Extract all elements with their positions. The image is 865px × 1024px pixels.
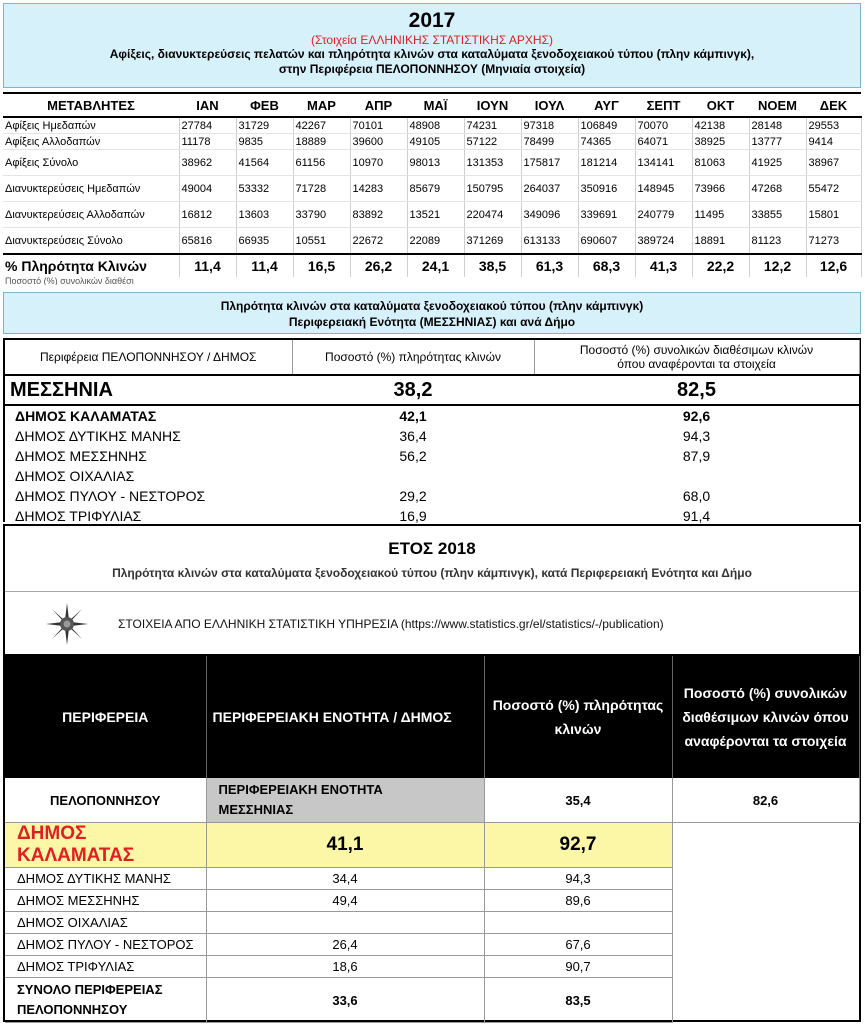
- unit-row: [5, 778, 859, 823]
- municipality-available: 87,9: [682, 448, 711, 464]
- cell-value: 64071: [635, 134, 692, 150]
- cell-value: 18891: [692, 228, 749, 255]
- occupancy-value: 68,3: [578, 254, 635, 277]
- municipality-label: ΔΗΜΟΣ ΚΑΛΑΜΑΤΑΣ: [15, 408, 157, 424]
- cell-value: 41925: [749, 150, 806, 176]
- municipality-available: 92,6: [682, 408, 711, 424]
- cell-value: 74365: [578, 134, 635, 150]
- unit-occupancy: 35,4: [484, 778, 672, 823]
- cell-value: 28148: [749, 117, 806, 134]
- cell-value: 29553: [806, 117, 861, 134]
- table-2018-head: [5, 656, 859, 778]
- monthly-header-row: [3, 93, 861, 117]
- month-header: ΑΥΓ: [578, 93, 635, 117]
- cell-value: 349096: [521, 202, 578, 228]
- municipality-available-2018: 67,6: [484, 934, 672, 956]
- cell-value: 55472: [806, 176, 861, 202]
- municipality-occupancy: 16,9: [399, 508, 427, 524]
- title-line-1: Αφίξεις, διανυκτερεύσεις πελατών και πληρότητα κλινών στα καταλύματα ξενοδοχειακού τύπου (πλην κάμπινγκ),: [109, 47, 755, 61]
- cell-value: 9414: [806, 134, 861, 150]
- occupancy-value: 11,4: [236, 254, 293, 277]
- table-row: [3, 150, 861, 176]
- occupancy-value: 11,4: [179, 254, 236, 277]
- total-available: 83,5: [484, 978, 672, 1023]
- table-2018: [5, 656, 860, 1023]
- occupancy-row: [3, 254, 861, 277]
- municipality-available-2018: 90,7: [484, 956, 672, 978]
- cell-value: 33790: [293, 202, 350, 228]
- municipality-row-2018: [5, 956, 859, 978]
- municipality-label: ΔΗΜΟΣ ΜΕΣΣΗΝΗΣ: [15, 448, 147, 464]
- messinia-occupancy: 38,2: [292, 375, 534, 405]
- municipality-label-2018: ΔΗΜΟΣ ΜΕΣΣΗΝΗΣ: [5, 890, 206, 912]
- cell-value: 10551: [293, 228, 350, 255]
- cell-value: 33855: [749, 202, 806, 228]
- municipality-occupancy-2018: 26,4: [206, 934, 484, 956]
- cell-value: 74231: [464, 117, 521, 134]
- source-text: ΣΤΟΙΧΕΙΑ ΑΠΟ ΕΛΛΗΝΙΚΗ ΣΤΑΤΙΣΤΙΚΗ ΥΠΗΡΕΣΙΑ (https://www.statistics.gr/el/statistics/-/publication): [118, 617, 664, 631]
- cell-value: 66935: [236, 228, 293, 255]
- head-region: Περιφέρεια ΠΕΛΟΠΟΝΝΗΣΟΥ / ΔΗΜΟΣ: [5, 340, 292, 375]
- municipality-occupancy: 56,2: [399, 448, 427, 464]
- cell-value: 613133: [521, 228, 578, 255]
- municipality-occupancy-2018: 34,4: [206, 868, 484, 890]
- table-row: [3, 202, 861, 228]
- occupancy-value: 22,2: [692, 254, 749, 277]
- year-2018-title: ΕΤΟΣ 2018: [388, 539, 476, 558]
- table-row: [3, 228, 861, 255]
- cell-value: 15801: [806, 202, 861, 228]
- cell-value: 690607: [578, 228, 635, 255]
- messinia-2017-table: [5, 340, 860, 526]
- region-cell: ΠΕΛΟΠΟΝΝΗΣΟΥ: [5, 778, 206, 823]
- head-occupancy-2018: Ποσοστό (%) πληρότητας κλινών: [484, 656, 672, 778]
- cell-value: 47268: [749, 176, 806, 202]
- cell-value: 350916: [578, 176, 635, 202]
- month-header: ΣΕΠΤ: [635, 93, 692, 117]
- empty-cell: [293, 277, 350, 285]
- truncated-label: Ποσοστό (%) συνολικών διαθέσι: [5, 277, 134, 285]
- cell-value: 131353: [464, 150, 521, 176]
- cell-value: 81123: [749, 228, 806, 255]
- unit-label-line1: ΠΕΡΙΦΕΡΕΙΑΚΗ ΕΝΟΤΗΤΑ: [218, 782, 383, 797]
- empty-cell: [407, 277, 464, 285]
- municipality-row-2018: [5, 934, 859, 956]
- cell-value: 264037: [521, 176, 578, 202]
- unit-available: 82,6: [672, 778, 859, 823]
- municipality-label: ΔΗΜΟΣ ΠΥΛΟΥ - ΝΕΣΤΟΡΟΣ: [15, 488, 206, 504]
- municipality-row: [5, 486, 859, 506]
- table-row: [3, 117, 861, 134]
- cell-value: 10970: [350, 150, 407, 176]
- head-available-line1: Ποσοστό (%) συνολικών διαθέσιμων κλινών: [579, 343, 814, 357]
- source-row: [5, 592, 859, 656]
- cell-value: 38967: [806, 150, 861, 176]
- head-unit: ΠΕΡΙΦΕΡΕΙΑΚΗ ΕΝΟΤΗΤΑ / ΔΗΜΟΣ: [206, 656, 484, 778]
- unit-label: [206, 778, 484, 823]
- total-label-line1: ΣΥΝΟΛΟ ΠΕΡΙΦΕΡΕΙΑΣ: [17, 982, 163, 997]
- cell-value: 134141: [635, 150, 692, 176]
- unit-label-line2: ΜΕΣΣΗΝΙΑΣ: [218, 802, 294, 817]
- municipality-label-2018: ΔΗΜΟΣ ΚΑΛΑΜΑΤΑΣ: [5, 823, 206, 868]
- empty-cell: [806, 277, 861, 285]
- municipality-occupancy: 29,2: [399, 488, 427, 504]
- year-2017-title: 2017: [408, 9, 456, 32]
- municipality-available-2018: 89,6: [484, 890, 672, 912]
- empty-cell: [578, 277, 635, 285]
- cell-value: 389724: [635, 228, 692, 255]
- cell-value: 175817: [521, 150, 578, 176]
- empty-cell: [464, 277, 521, 285]
- cell-value: 41564: [236, 150, 293, 176]
- cell-value: 38962: [179, 150, 236, 176]
- row-label: Αφίξεις Αλλοδαπών: [3, 134, 179, 150]
- occupancy-value: 41,3: [635, 254, 692, 277]
- municipality-label-2018: ΔΗΜΟΣ ΤΡΙΦΥΛΙΑΣ: [5, 956, 206, 978]
- occupancy-title-1: Πληρότητα κλινών στα καταλύματα ξενοδοχειακού τύπου (πλην κάμπινγκ): [220, 299, 644, 313]
- cell-value: 97318: [521, 117, 578, 134]
- municipality-available-2018: [484, 912, 672, 934]
- month-header: ΜΑΡ: [293, 93, 350, 117]
- cell-value: 150795: [464, 176, 521, 202]
- head-periferia: ΠΕΡΙΦΕΡΕΙΑ: [5, 656, 206, 778]
- cell-value: 220474: [464, 202, 521, 228]
- municipality-label: ΔΗΜΟΣ ΔΥΤΙΚΗΣ ΜΑΝΗΣ: [15, 428, 181, 444]
- month-header: ΔΕΚ: [806, 93, 861, 117]
- cell-value: 61156: [293, 150, 350, 176]
- cell-value: 371269: [464, 228, 521, 255]
- total-occupancy: 33,6: [206, 978, 484, 1023]
- row-label: Αφίξεις Σύνολο: [3, 150, 179, 176]
- messinia-2017-box: [3, 338, 861, 522]
- cell-value: 70101: [350, 117, 407, 134]
- cell-value: 16812: [179, 202, 236, 228]
- occupancy-value: 38,5: [464, 254, 521, 277]
- cell-value: 39600: [350, 134, 407, 150]
- occupancy-2017-header: [3, 292, 861, 334]
- municipality-occupancy-2018: 18,6: [206, 956, 484, 978]
- row-label: Διανυκτερεύσεις Ημεδαπών: [3, 176, 179, 202]
- municipality-available: 91,4: [682, 508, 711, 524]
- cell-value: 48908: [407, 117, 464, 134]
- cell-value: 13521: [407, 202, 464, 228]
- municipality-occupancy: [292, 466, 534, 486]
- municipality-occupancy-2018: 41,1: [206, 823, 484, 868]
- cell-value: 65816: [179, 228, 236, 255]
- empty-cell: [521, 277, 578, 285]
- head-available: [534, 340, 859, 375]
- municipality-label: ΔΗΜΟΣ ΤΡΙΦΥΛΙΑΣ: [15, 508, 142, 524]
- municipality-available: [534, 466, 859, 486]
- col-variables: ΜΕΤΑΒΛΗΤΕΣ: [3, 93, 179, 117]
- cell-value: 148945: [635, 176, 692, 202]
- cell-value: 14283: [350, 176, 407, 202]
- municipality-available-2018: 94,3: [484, 868, 672, 890]
- total-row: [5, 978, 859, 1023]
- cell-value: 81063: [692, 150, 749, 176]
- empty-cell: [635, 277, 692, 285]
- occupancy-value: 12,2: [749, 254, 806, 277]
- cell-value: 71728: [293, 176, 350, 202]
- municipality-occupancy: 42,1: [399, 408, 427, 424]
- occupancy-value: 16,5: [293, 254, 350, 277]
- total-label-line2: ΠΕΛΟΠΟΝΝΗΣΟΥ: [17, 1002, 128, 1017]
- municipality-label-2018: ΔΗΜΟΣ ΠΥΛΟΥ - ΝΕΣΤΟΡΟΣ: [5, 934, 206, 956]
- cell-value: 11495: [692, 202, 749, 228]
- cell-value: 240779: [635, 202, 692, 228]
- row-label: Διανυκτερεύσεις Σύνολο: [3, 228, 179, 255]
- municipality-label-2018: ΔΗΜΟΣ ΔΥΤΙΚΗΣ ΜΑΝΗΣ: [5, 868, 206, 890]
- cell-value: 71273: [806, 228, 861, 255]
- occupancy-value: 26,2: [350, 254, 407, 277]
- messinia-available: 82,5: [534, 375, 859, 405]
- cell-value: 9835: [236, 134, 293, 150]
- empty-cell: [350, 277, 407, 285]
- municipality-row: [5, 426, 859, 446]
- empty-cell: [179, 277, 236, 285]
- month-header: ΙΟΥΝ: [464, 93, 521, 117]
- total-label: [5, 978, 206, 1023]
- row-label: Αφίξεις Ημεδαπών: [3, 117, 179, 134]
- empty-cell: [236, 277, 293, 285]
- cell-value: 11178: [179, 134, 236, 150]
- cell-value: 98013: [407, 150, 464, 176]
- cell-value: 73966: [692, 176, 749, 202]
- cell-value: 181214: [578, 150, 635, 176]
- cell-value: 85679: [407, 176, 464, 202]
- block-2018: [3, 524, 861, 1022]
- municipality-row-2018: [5, 868, 859, 890]
- cell-value: 22672: [350, 228, 407, 255]
- occupancy-label: % Πληρότητα Κλινών: [3, 254, 179, 277]
- cell-value: 83892: [350, 202, 407, 228]
- head-available-2018: Ποσοστό (%) συνολικών διαθέσιμων κλινών όπου αναφέρονται τα στοιχεία: [672, 656, 859, 778]
- table-row: [3, 134, 861, 150]
- month-header: ΝΟΕΜ: [749, 93, 806, 117]
- municipality-occupancy-2018: 49,4: [206, 890, 484, 912]
- municipality-row-2018: [5, 912, 859, 934]
- occupancy-value: 24,1: [407, 254, 464, 277]
- cell-value: 49105: [407, 134, 464, 150]
- cell-value: 42138: [692, 117, 749, 134]
- cell-value: 106849: [578, 117, 635, 134]
- cell-value: 57122: [464, 134, 521, 150]
- monthly-table: [3, 92, 862, 285]
- subtitle-2018: Πληρότητα κλινών στα καταλύματα ξενοδοχειακού τύπου (πλην κάμπινγκ), κατά Περιφερειακή Ενότητα και Δήμο: [112, 566, 752, 580]
- municipality-label: ΔΗΜΟΣ ΟΙΧΑΛΙΑΣ: [15, 468, 135, 484]
- municipality-row-2018: [5, 890, 859, 912]
- municipality-available: 68,0: [682, 488, 711, 504]
- municipality-available: 94,3: [682, 428, 711, 444]
- cell-value: 70070: [635, 117, 692, 134]
- title-line-2: στην Περιφέρεια ΠΕΛΟΠΟΝΝΗΣΟΥ (Μηνιαία στοιχεία): [278, 62, 586, 76]
- messinia-label: ΜΕΣΣΗΝΙΑ: [5, 375, 292, 405]
- occupancy-value: 12,6: [806, 254, 861, 277]
- month-header: ΑΠΡ: [350, 93, 407, 117]
- municipality-label-2018: ΔΗΜΟΣ ΟΙΧΑΛΙΑΣ: [5, 912, 206, 934]
- municipality-occupancy-2018: [206, 912, 484, 934]
- head-occupancy: Ποσοστό (%) πληρότητας κλινών: [292, 340, 534, 375]
- empty-cell: [692, 277, 749, 285]
- header-2017: [3, 3, 861, 88]
- cell-value: 339691: [578, 202, 635, 228]
- month-header: ΜΑΪ: [407, 93, 464, 117]
- cell-value: 13603: [236, 202, 293, 228]
- row-label: Διανυκτερεύσεις Αλλοδαπών: [3, 202, 179, 228]
- occupancy-title-2: Περιφερειακή Ενότητα (ΜΕΣΣΗΝΙΑΣ) και ανά Δήμο: [288, 315, 576, 329]
- truncated-row: [3, 277, 861, 285]
- source-note: (Στοιχεία ΕΛΛΗΝΙΚΗΣ ΣΤΑΤΙΣΤΙΚΗΣ ΑΡΧΗΣ): [310, 33, 554, 47]
- elstat-logo-icon: [45, 602, 89, 646]
- cell-value: 31729: [236, 117, 293, 134]
- month-header: ΟΚΤ: [692, 93, 749, 117]
- cell-value: 18889: [293, 134, 350, 150]
- empty-cell: [749, 277, 806, 285]
- table-row: [3, 176, 861, 202]
- municipality-row: [5, 446, 859, 466]
- cell-value: 13777: [749, 134, 806, 150]
- municipality-row: [5, 405, 859, 426]
- month-header: ΙΟΥΛ: [521, 93, 578, 117]
- cell-value: 27784: [179, 117, 236, 134]
- messinia-total-row: [5, 375, 859, 405]
- cell-value: 38925: [692, 134, 749, 150]
- occupancy-value: 61,3: [521, 254, 578, 277]
- messinia-2017-head: [5, 340, 859, 375]
- header-2018: [5, 526, 859, 592]
- month-header: ΦΕΒ: [236, 93, 293, 117]
- head-available-line2: όπου αναφέρονται τα στοιχεία: [617, 357, 776, 371]
- cell-value: 49004: [179, 176, 236, 202]
- cell-value: 53332: [236, 176, 293, 202]
- cell-value: 22089: [407, 228, 464, 255]
- cell-value: 42267: [293, 117, 350, 134]
- municipality-row-2018: [5, 823, 859, 868]
- month-header: ΙΑΝ: [179, 93, 236, 117]
- municipality-available-2018: 92,7: [484, 823, 672, 868]
- cell-value: 78499: [521, 134, 578, 150]
- municipality-row: [5, 466, 859, 486]
- municipality-row: [5, 506, 859, 526]
- municipality-occupancy: 36,4: [399, 428, 427, 444]
